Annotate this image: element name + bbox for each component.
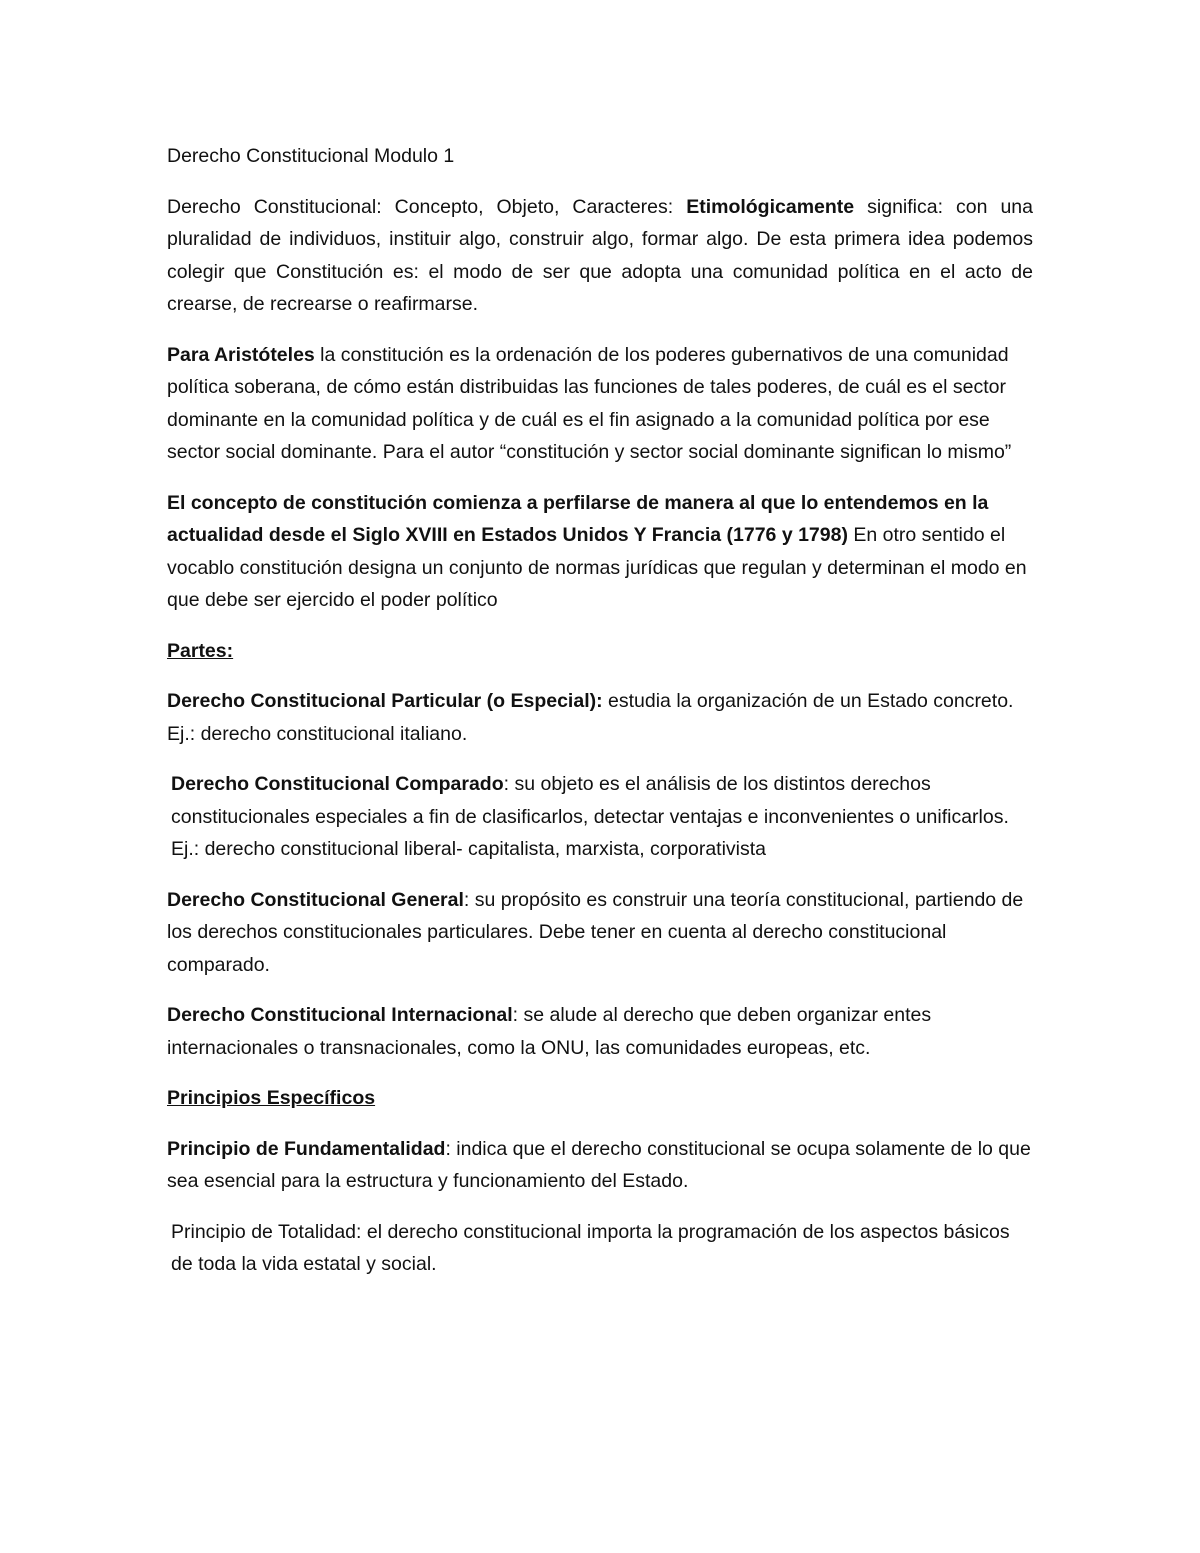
paragraph-general-text: : su propósito es construir una teoría constitucional, partiendo de los derechos constitucionales particulares. Debe tener en cuenta al derecho constitucional comparado. [167,888,1024,976]
paragraph-fundamentalidad [167,1133,1033,1198]
paragraph-comparado [167,768,1033,866]
paragraph-siglo-xviii [167,487,1033,617]
heading-partes-text: Partes: [167,639,234,662]
paragraph-totalidad [167,1216,1033,1281]
paragraph-particular-text: estudia la organización de un Estado concreto. Ej.: derecho constitucional italiano. [167,690,1014,745]
heading-principios [167,1082,1033,1115]
paragraph-aristoteles-bold: Para Aristóteles [167,343,315,366]
paragraph-siglo-xviii-bold: El concepto de constitución comienza a perfilarse de manera al que lo entendemos en la actualidad desde el Siglo XVIII en Estados Unidos Y Francia (1776 y 1798) [167,491,989,546]
paragraph-concepto-lead: Derecho Constitucional: Concepto, Objeto, Caracteres: [167,195,687,218]
paragraph-aristoteles-text: la constitución es la ordenación de los poderes gubernativos de una comunidad política soberana, de cómo están distribuidas las funciones de tales poderes, de cuál es el sector dominante en la comunidad política y de cuál es el fin asignado a la comunidad política por ese sector social dominante. Para el autor “constitución y sector social dominante significan lo mismo” [167,343,1012,463]
paragraph-fundamentalidad-bold: Principio de Fundamentalidad [167,1137,446,1160]
paragraph-general [167,884,1033,982]
heading-principios-text: Principios Específicos [167,1087,376,1109]
paragraph-fundamentalidad-text: : indica que el derecho constitucional se ocupa solamente de lo que sea esencial para la estructura y funcionamiento del Estado. [167,1137,1031,1192]
paragraph-comparado-text: : su objeto es el análisis de los distintos derechos constitucionales especiales a fin de clasificarlos, detectar ventajas e inconvenientes o unificarlos. Ej.: derecho constitucional liberal- capitalista, marxista, corporativista [171,773,1009,860]
document-title [167,140,1033,173]
paragraph-internacional-text: : se alude al derecho que deben organizar entes internacionales o transnacionales, como la ONU, las comunidades europeas, etc. [167,1004,932,1059]
paragraph-internacional-bold: Derecho Constitucional Internacional [167,1004,513,1026]
paragraph-general-bold: Derecho Constitucional General [167,888,464,911]
paragraph-internacional [167,999,1033,1064]
paragraph-totalidad-text: Principio de Totalidad: el derecho constitucional importa la programación de los aspectos básicos de toda la vida estatal y social. [171,1220,1010,1275]
paragraph-concepto-text: significa: con una pluralidad de individuos, instituir algo, construir algo, formar algo. De esta primera idea podemos colegir que Constitución es: el modo de ser que adopta una comunidad política en el acto de crearse, de recrearse o reafirmarse. [167,195,1033,315]
heading-partes [167,635,1033,668]
document-body [167,140,1033,1299]
paragraph-aristoteles [167,339,1033,469]
paragraph-concepto [167,191,1033,321]
paragraph-comparado-bold: Derecho Constitucional Comparado [171,773,504,795]
paragraph-siglo-xviii-text: En otro sentido el vocablo constitución designa un conjunto de normas jurídicas que regulan y determinan el modo en que debe ser ejercido el poder político [167,524,1027,611]
paragraph-particular [167,685,1033,750]
paragraph-particular-bold: Derecho Constitucional Particular (o Especial): [167,690,603,712]
paragraph-concepto-bold: Etimológicamente [686,195,855,218]
document-title-text: Derecho Constitucional Modulo 1 [167,145,455,167]
